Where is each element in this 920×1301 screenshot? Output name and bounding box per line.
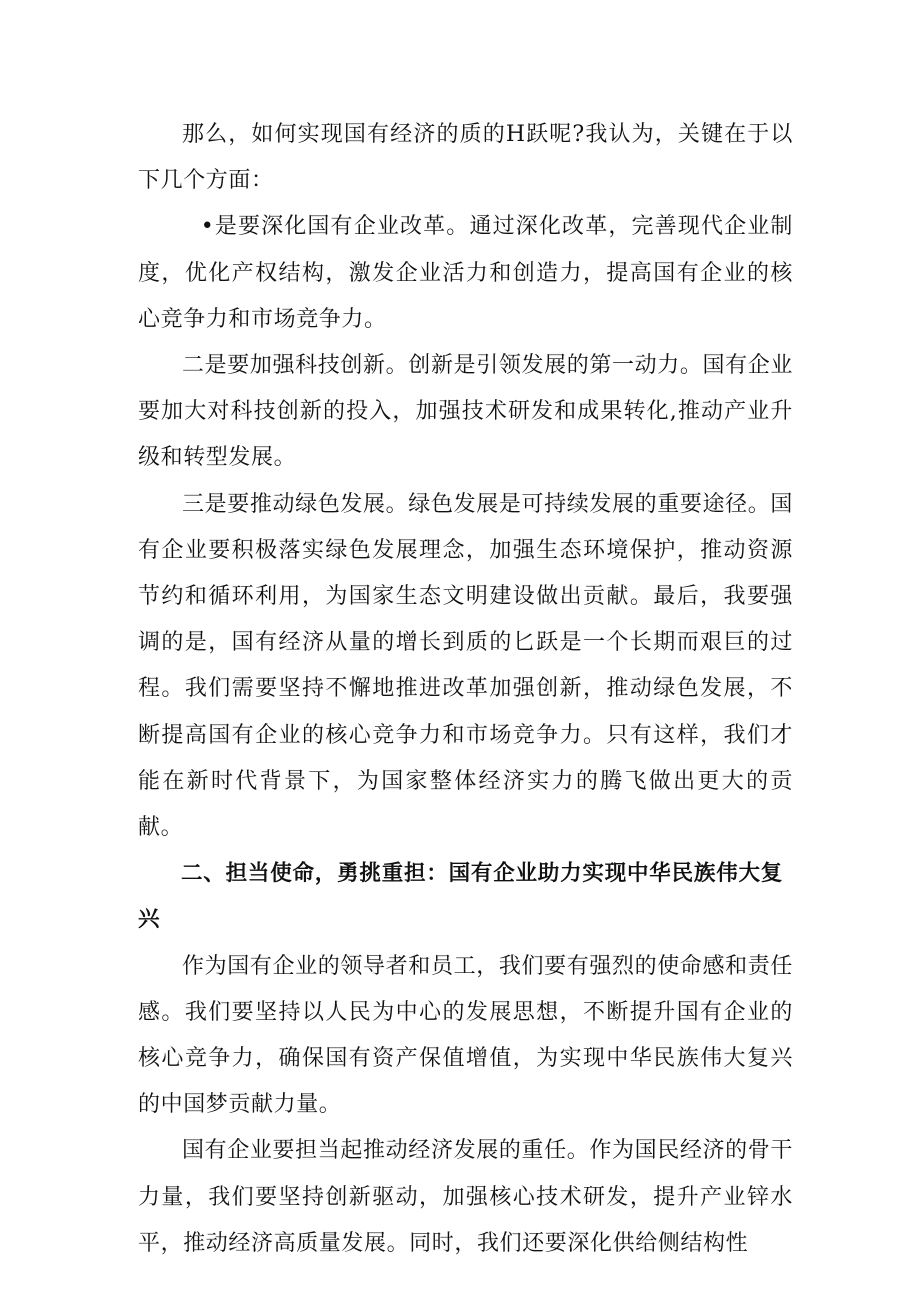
paragraph-point-one-reform: •是要深化国有企业改革。通过深化改革，完善现代企业制度，优化产权结构，激发企业活力和创造力，提高国有企业的核心竞争力和市场竞争力。 [138,214,793,332]
paragraph-mission: 作为国有企业的领导者和员工，我们要有强烈的使命感和责任感。我们要坚持以人民为中心的发展思想，不断提升国有企业的核心竞争力，确保国有资产保值增值，为实现中华民族伟大复兴的中国梦贡献力量。 [138,953,793,1118]
document-page [138,112,793,1267]
paragraph-point-three-green: 三是要推动绿色发展。绿色发展是可持续发展的重要途径。国有企业要积极落实绿色发展理念，加强生态环境保护，推动资源节约和循环利用，为国家生态文明建设做出贡献。最后，我要强调的是，国有经济从量的增长到质的匕跃是一个长期而艰巨的过程。我们需要坚持不懈地推进改革加强创新，推动绿色发展，不断提高国有企业的核心竞争力和市场竞争力。只有这样，我们才能在新时代背景下，为国家整体经济实力的腾飞做出更大的贡献。 [138,491,793,841]
paragraph-point-two-innovation: 二是要加强科技创新。创新是引领发展的第一动力。国有企业要加大对科技创新的投入，加强技术研发和成果转化,推动产业升级和转型发展。 [138,353,793,471]
paragraph-economic-duty: 国有企业要担当起推动经济发展的重任。作为国民经济的骨干力量，我们要坚持创新驱动，加强核心技术研发，提升产业锌水平，推动经济高质量发展。同时，我们还要深化供给侧结构性 [138,1138,793,1256]
paragraph-intro: 那么，如何实现国有经济的质的H跃呢?我认为，关键在于以下几个方面： [138,122,793,194]
section-heading: 二、担当使命，勇挑重担：国有企业助力实现中华民族伟大复兴 [138,861,784,933]
